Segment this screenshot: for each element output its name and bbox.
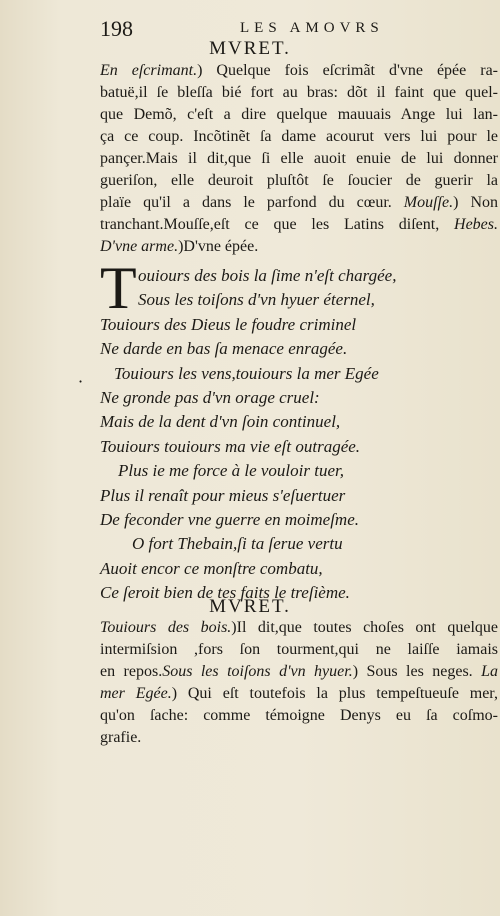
section-title: MVRET. xyxy=(209,38,291,59)
verse-line: Plus il renaît pour mieus s'eſuertuer xyxy=(100,485,346,505)
text-run: qu'on ſache: comme témoigne Denys eu ſa coſmo- xyxy=(100,707,498,724)
italic-lemma: Mouſſe. xyxy=(403,194,454,211)
page-number: 198 xyxy=(100,16,133,41)
text-run: ) Qui eſt toutefois la plus tempeſtueuſe mer, xyxy=(171,685,498,702)
text-run: )Il dit,que toutes choſes ont quelque xyxy=(231,619,498,636)
text-line xyxy=(100,727,498,749)
text-run: ) Non xyxy=(453,194,498,211)
italic-lemma: Hebes. xyxy=(454,216,498,233)
text-run: grafie. xyxy=(100,729,142,746)
text-run: tranchant.Mouſſe,eſt ce que les Latins diſent, xyxy=(100,216,455,233)
section-title: MVRET. xyxy=(209,596,291,617)
verse-line: De feconder vne guerre en moimeſme. xyxy=(100,509,359,529)
drop-cap: T xyxy=(100,255,137,321)
italic-lemma: En eſcrimant. xyxy=(100,62,198,79)
verse-line: Touiours les vens,touiours la mer Egée xyxy=(114,363,379,383)
running-head: LES AMOVRS xyxy=(240,20,384,36)
text-line xyxy=(100,170,498,192)
commentary-block xyxy=(100,617,498,749)
text-line xyxy=(100,126,498,148)
text-run: gueriſon, elle deuroit pluſtôt ſe ſoucier de guerir la xyxy=(100,172,498,189)
verse-line: Ne gronde pas d'vn orage cruel: xyxy=(100,387,320,407)
text-line xyxy=(100,705,498,727)
verse-line: Plus ie me force à le vouloir tuer, xyxy=(118,461,344,481)
text-line xyxy=(100,236,498,258)
text-line xyxy=(100,148,498,170)
text-line xyxy=(100,683,498,705)
verse-line: O fort Thebain,ſi ta ſerue vertu xyxy=(132,534,343,554)
text-run: en repos. xyxy=(100,663,163,680)
verse-line: Touiours touiours ma vie eſt outragée. xyxy=(100,436,361,456)
text-run: )D'vne épée. xyxy=(178,238,259,255)
verse-line: Mais de la dent d'vn ſoin continuel, xyxy=(100,412,341,432)
text-line xyxy=(100,192,498,214)
italic-lemma: mer Egée. xyxy=(100,685,172,702)
text-line xyxy=(100,60,498,82)
text-run: que Demõ, c'eſt a dire quelque mauuais Ange lui lan- xyxy=(100,106,498,123)
italic-lemma: La xyxy=(481,663,498,680)
verse-line: ouiours des bois la ſime n'eſt chargée, xyxy=(138,266,397,285)
italic-lemma: Sous les toiſons d'vn hyuer. xyxy=(162,663,353,680)
text-run: ça ce coup. Incõtinẽt ſa dame acourut vers lui pour le xyxy=(100,128,498,145)
text-line xyxy=(100,104,498,126)
text-run: plaïe qu'il a dans le parfond du cœur. xyxy=(100,194,404,211)
text-run: pançer.Mais il dit,que ſi elle auoit enuie de lui donner xyxy=(100,150,498,167)
sonnet xyxy=(100,255,490,605)
text-line xyxy=(100,214,498,236)
text-run: batuë,il ſe bleſſa bié fort au bras: dõt il faint que quel- xyxy=(100,84,498,101)
verse-line: Ne darde en bas ſa menace enragée. xyxy=(100,339,348,359)
text-line xyxy=(100,661,498,683)
text-line xyxy=(100,617,498,639)
verse-line: Auoit encor ce monſtre combatu, xyxy=(100,558,323,578)
verse-line: Touiours des Dieus le foudre criminel xyxy=(100,314,357,334)
verse-line: Ce ſeroit bien de tes faits le treſième. xyxy=(100,583,350,603)
commentary-block xyxy=(100,60,498,258)
italic-lemma: D'vne arme. xyxy=(100,238,179,255)
margin-mark: · xyxy=(78,372,84,391)
text-line xyxy=(100,639,498,661)
text-run: ) Quelque fois eſcrimãt d'vne épée ra- xyxy=(197,62,498,79)
text-run: ) Sous les neges. xyxy=(352,663,482,680)
verse-line: Sous les toiſons d'vn hyuer éternel, xyxy=(138,290,375,310)
text-run: intermiſsion ,fors ſon tourment,qui ne laiſſe iamais xyxy=(100,641,498,658)
italic-lemma: Touiours des bois. xyxy=(100,619,232,636)
text-line xyxy=(100,82,498,104)
